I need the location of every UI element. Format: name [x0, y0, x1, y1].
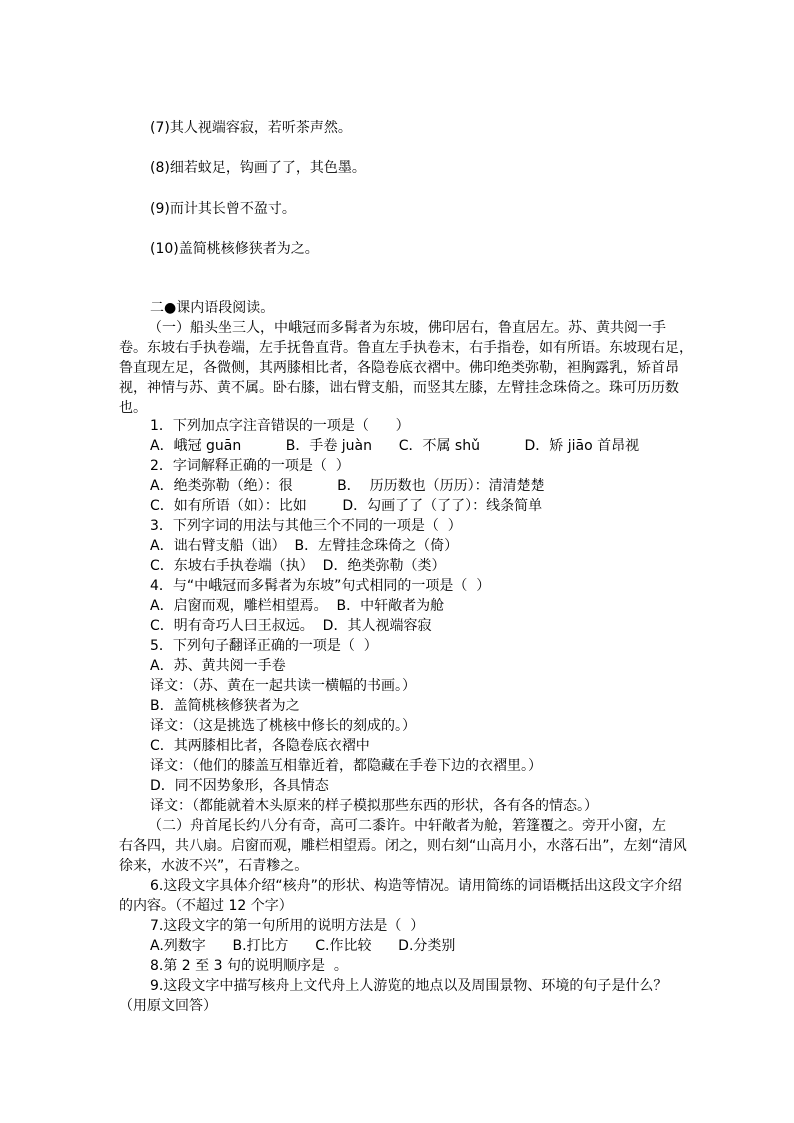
section-heading: 二●课内语段阅读。 — [150, 300, 275, 316]
option-line: B．盖简桃核修狭者为之 — [150, 698, 300, 714]
passage-line: 卷。东坡右手执卷端，左手抚鲁直背。鲁直左手执卷末，右手指卷，如有所语。东坡现右足， — [119, 340, 693, 356]
passage-line: 右各四，共八扇。启窗而观，雕栏相望焉。闭之，则右刻“山高月小，水落石出”，左刻“清风 — [119, 838, 687, 854]
question-line: 6.这段文字具体介绍“核舟”的形状、构造等情况。请用简练的词语概括出这段文字介绍 — [150, 878, 682, 894]
option-line: A．启窗而观，雕栏相望焉。 B．中轩敞者为舱 — [150, 598, 445, 614]
option-line: C．其两膝相比者，各隐卷底衣褶中 — [150, 738, 370, 754]
option-line: A.列数字 B.打比方 C.作比较 D.分类别 — [150, 938, 456, 954]
question-line: 1．下列加点字注音错误的一项是（ ） — [150, 418, 410, 434]
translation-line: 译文：（他们的膝盖互相靠近着，都隐藏在手卷下边的衣褶里。） — [150, 758, 542, 774]
passage-line: （一）船头坐三人，中峨冠而多髯者为东坡，佛印居右，鲁直居左。苏、黄共阅一手 — [148, 320, 666, 336]
passage-line: 鲁直现左足，各微侧，其两膝相比者，各隐卷底衣褶中。佛印绝类弥勒，袒胸露乳，矫首昂 — [119, 360, 679, 376]
question-line: 2．字词解释正确的一项是（ ） — [150, 458, 350, 474]
option-line: A．峨冠 guān B．手卷 juàn C．不属 shǔ D．矫 jiāo 首昂视 — [150, 438, 640, 454]
question-line: 8.第 2 至 3 句的说明顺序是 。 — [150, 958, 348, 974]
option-line: A．苏、黄共阅一手卷 — [150, 658, 286, 674]
question-line: 9.这段文字中描写核舟上文代舟上人游览的地点以及周围景物、环境的句子是什么？ — [150, 978, 668, 994]
option-line: A．诎右臂支船（诎） B．左臂挂念珠倚之（倚） — [150, 538, 459, 554]
passage-line: （二）舟首尾长约八分有奇，高可二黍许。中轩敞者为舱，箬篷覆之。旁开小窗，左 — [148, 818, 666, 834]
sentence-item: (7)其人视端容寂，若听茶声然。 — [150, 120, 352, 136]
translation-line: 译文：（这是挑选了桃核中修长的刻成的。） — [150, 718, 416, 734]
question-line: 3．下列字词的用法与其他三个不同的一项是（ ） — [150, 518, 462, 534]
passage-line: 徐来，水波不兴”，石青糁之。 — [119, 858, 309, 874]
option-line: C．明有奇巧人曰王叔远。 D．其人视端容寂 — [150, 618, 432, 634]
passage-line: 视，神情与苏、黄不属。卧右膝，诎右臂支船，而竖其左膝，左臂挂念珠倚之。珠可历历数 — [119, 380, 679, 396]
option-line: C．如有所语（如）：比如 D．勾画了了（了了）：线条简单 — [150, 498, 543, 514]
sentence-item: (9)而计其长曾不盈寸。 — [150, 201, 296, 217]
translation-line: 译文：（苏、黄在一起共读一横幅的书画。） — [150, 678, 416, 694]
translation-line: 译文：（都能就着木头原来的样子模拟那些东西的形状，各有各的情态。） — [150, 798, 598, 814]
sentence-item: (8)细若蚊足，钩画了了，其色墨。 — [150, 160, 366, 176]
question-line: 7.这段文字的第一句所用的说明方法是（ ） — [150, 918, 425, 934]
question-line: 4．与“中峨冠而多髯者为东坡”句式相同的一项是（ ） — [150, 578, 491, 594]
question-line: 5．下列句子翻译正确的一项是（ ） — [150, 638, 378, 654]
question-line: （用原文回答） — [119, 998, 217, 1014]
question-line: 的内容。（不超过 12 个字） — [119, 898, 293, 914]
passage-line: 也。 — [119, 400, 147, 416]
sentence-item: (10)盖简桃核修狭者为之。 — [150, 241, 319, 257]
option-line: A．绝类弥勒（绝）：很 B． 历历数也（历历）：清清楚楚 — [150, 478, 545, 494]
option-line: C．东坡右手执卷端（执） D．绝类弥勒（类） — [150, 558, 446, 574]
option-line: D．同不因势象形，各具情态 — [150, 778, 329, 794]
